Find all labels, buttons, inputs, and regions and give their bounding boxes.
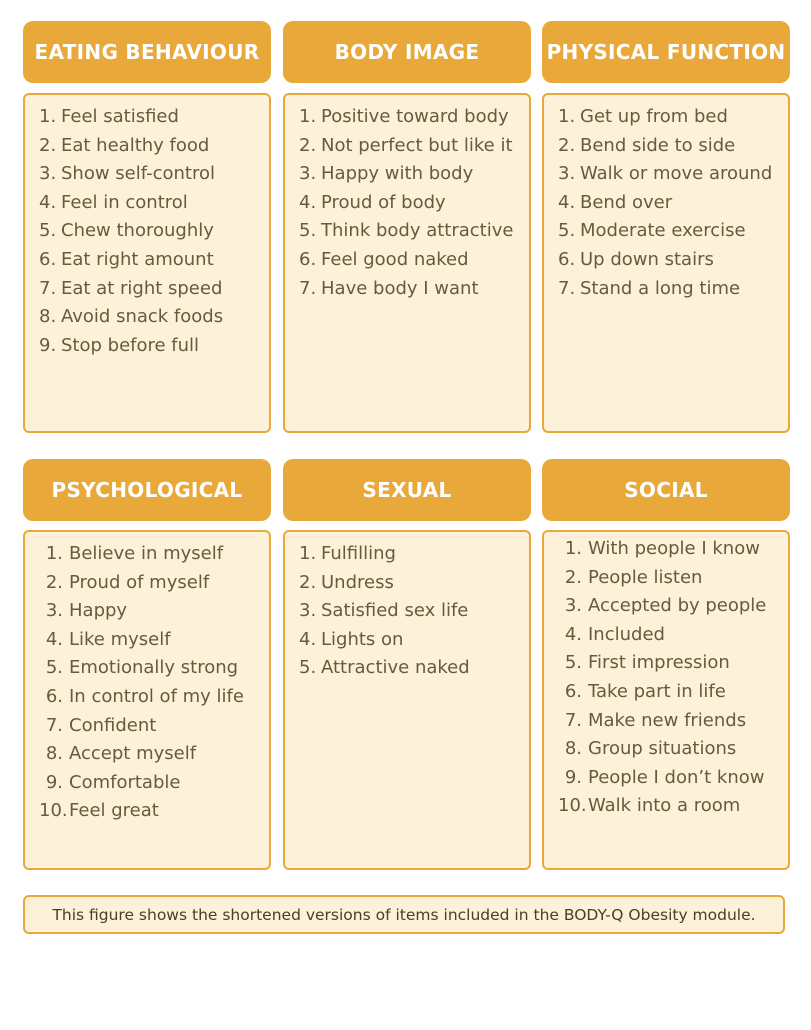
list-item [39, 597, 244, 626]
list-item [39, 740, 244, 769]
item-label: Proud of myself [69, 571, 210, 593]
item-list [39, 103, 223, 360]
list-item [558, 792, 766, 821]
list-item [39, 189, 223, 218]
list-item [299, 246, 513, 275]
item-label: Accept myself [69, 743, 197, 765]
list-item [39, 654, 244, 683]
item-number: 3. [45, 600, 63, 622]
item-number: 7. [299, 277, 317, 299]
item-list [299, 540, 470, 683]
item-label: Included [588, 623, 665, 645]
item-label: Eat healthy food [61, 134, 210, 156]
list-item [558, 592, 766, 621]
item-label: Make new friends [588, 709, 747, 731]
panel-box-social [542, 530, 790, 870]
item-number: 6. [45, 685, 63, 707]
item-label: Satisfied sex life [321, 600, 469, 622]
item-number: 3. [558, 163, 576, 185]
item-number: 4. [39, 191, 57, 213]
item-number: 7. [45, 714, 63, 736]
item-number: 3. [299, 163, 317, 185]
item-label: Take part in life [588, 680, 726, 702]
item-number: 2. [564, 566, 582, 588]
item-number: 5. [45, 657, 63, 679]
item-number: 4. [299, 191, 317, 213]
item-number: 6. [558, 248, 576, 270]
item-label: Feel in control [61, 191, 188, 213]
item-number: 9. [45, 771, 63, 793]
list-item [39, 712, 244, 741]
list-item [39, 132, 223, 161]
list-item [558, 764, 766, 793]
list-item [299, 597, 470, 626]
item-label: Happy [69, 600, 128, 622]
panel-header-eating-behaviour: EATING BEHAVIOUR [23, 21, 271, 83]
item-list [39, 540, 244, 826]
list-item [39, 332, 223, 361]
item-label: People I don’t know [588, 766, 765, 788]
item-label: Emotionally strong [69, 657, 239, 679]
item-list [558, 535, 766, 821]
item-label: People listen [588, 566, 703, 588]
list-item [39, 769, 244, 798]
item-number: 1. [39, 106, 57, 127]
list-item [558, 564, 766, 593]
item-number: 5. [39, 220, 57, 242]
item-label: Think body attractive [321, 220, 514, 242]
item-number: 6. [299, 248, 317, 270]
list-item [39, 540, 244, 569]
item-label: Feel great [69, 800, 159, 822]
item-number: 5. [558, 220, 576, 242]
item-label: Not perfect but like it [321, 134, 513, 156]
item-number: 6. [564, 680, 582, 702]
item-label: Avoid snack foods [61, 306, 224, 328]
item-number: 3. [299, 600, 317, 622]
item-label: With people I know [588, 538, 760, 559]
list-item [558, 707, 766, 736]
item-list [299, 103, 513, 303]
item-label: Bend over [580, 191, 673, 213]
figure-caption: This figure shows the shortened versions of items included in the BODY-Q Obesity module. [23, 895, 785, 934]
item-label: Positive toward body [321, 106, 509, 127]
item-label: Stop before full [61, 334, 200, 356]
item-label: Like myself [69, 628, 171, 650]
item-label: Lights on [321, 628, 404, 650]
item-label: Attractive naked [321, 657, 470, 679]
panel-box-physical-function [542, 93, 790, 433]
item-number: 1. [299, 543, 317, 564]
item-label: First impression [588, 652, 730, 674]
list-item [39, 569, 244, 598]
item-label: Group situations [588, 738, 737, 760]
item-number: 1. [558, 106, 576, 127]
item-number: 2. [558, 134, 576, 156]
list-item [558, 275, 772, 304]
list-item [558, 160, 772, 189]
item-number: 2. [39, 134, 57, 156]
panel-header-physical-function: PHYSICAL FUNCTION [542, 21, 790, 83]
item-number: 2. [299, 134, 317, 156]
item-label: Feel good naked [321, 248, 469, 270]
panel-box-eating-behaviour [23, 93, 271, 433]
panel-header-psychological: PSYCHOLOGICAL [23, 459, 271, 521]
item-number: 8. [45, 743, 63, 765]
item-number: 1. [564, 538, 582, 559]
item-number: 7. [564, 709, 582, 731]
list-item [39, 797, 244, 826]
list-item [558, 649, 766, 678]
item-label: Confident [69, 714, 157, 736]
list-item [558, 246, 772, 275]
list-item [299, 217, 513, 246]
item-number: 2. [299, 571, 317, 593]
list-item [299, 569, 470, 598]
item-number: 6. [39, 248, 57, 270]
item-number: 9. [39, 334, 57, 356]
panel-header-social: SOCIAL [542, 459, 790, 521]
panel-header-sexual: SEXUAL [283, 459, 531, 521]
item-number: 1. [45, 543, 63, 564]
panel-header-body-image: BODY IMAGE [283, 21, 531, 83]
list-item [39, 275, 223, 304]
list-item [558, 217, 772, 246]
item-label: Chew thoroughly [61, 220, 214, 242]
list-item [39, 217, 223, 246]
item-number: 4. [558, 191, 576, 213]
item-label: Undress [321, 571, 394, 593]
item-label: Stand a long time [580, 277, 741, 299]
list-item [39, 683, 244, 712]
list-item [39, 303, 223, 332]
list-item [299, 275, 513, 304]
item-label: Happy with body [321, 163, 474, 185]
list-item [558, 621, 766, 650]
item-list [558, 103, 772, 303]
item-number: 9. [564, 766, 582, 788]
item-number: 4. [564, 623, 582, 645]
list-item [299, 189, 513, 218]
list-item [558, 735, 766, 764]
item-number: 1. [299, 106, 317, 127]
list-item [558, 678, 766, 707]
item-number: 5. [564, 652, 582, 674]
item-number: 3. [39, 163, 57, 185]
item-number: 2. [45, 571, 63, 593]
item-number: 3. [564, 595, 582, 617]
item-number: 7. [558, 277, 576, 299]
item-number: 8. [564, 738, 582, 760]
item-label: Fulfilling [321, 543, 396, 564]
list-item [299, 540, 470, 569]
item-label: Walk or move around [580, 163, 773, 185]
item-number: 10. [558, 795, 587, 817]
item-label: Moderate exercise [580, 220, 746, 242]
item-number: 8. [39, 306, 57, 328]
item-label: Eat at right speed [61, 277, 223, 299]
list-item [558, 132, 772, 161]
item-number: 4. [299, 628, 317, 650]
panel-box-sexual [283, 530, 531, 870]
list-item [558, 535, 766, 564]
item-label: Believe in myself [69, 543, 224, 564]
list-item [299, 160, 513, 189]
list-item [39, 626, 244, 655]
item-label: Get up from bed [580, 106, 728, 127]
item-label: Show self-control [61, 163, 215, 185]
item-label: Up down stairs [580, 248, 714, 270]
item-label: Have body I want [321, 277, 479, 299]
list-item [39, 246, 223, 275]
item-label: Eat right amount [61, 248, 214, 270]
list-item [558, 103, 772, 132]
item-number: 7. [39, 277, 57, 299]
list-item [299, 132, 513, 161]
item-number: 4. [45, 628, 63, 650]
item-label: Walk into a room [588, 795, 741, 817]
list-item [39, 103, 223, 132]
list-item [299, 103, 513, 132]
item-number: 10. [39, 800, 68, 822]
item-number: 5. [299, 657, 317, 679]
item-label: Comfortable [69, 771, 181, 793]
item-label: Feel satisfied [61, 106, 179, 127]
item-label: Proud of body [321, 191, 446, 213]
item-label: In control of my life [69, 685, 244, 707]
item-number: 5. [299, 220, 317, 242]
list-item [299, 654, 470, 683]
panel-box-body-image [283, 93, 531, 433]
item-label: Bend side to side [580, 134, 736, 156]
list-item [39, 160, 223, 189]
item-label: Accepted by people [588, 595, 767, 617]
list-item [558, 189, 772, 218]
panel-box-psychological [23, 530, 271, 870]
list-item [299, 626, 470, 655]
